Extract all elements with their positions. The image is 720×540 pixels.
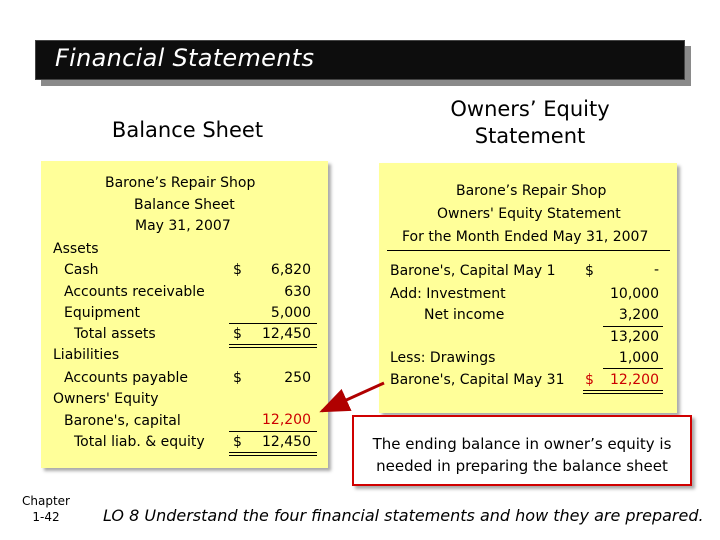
oe-drawings-rule xyxy=(603,368,663,369)
chapter-label xyxy=(16,494,76,525)
oe-cap-begin-dollar: $ xyxy=(585,263,594,279)
bs-statement-name: Balance Sheet xyxy=(134,197,235,213)
bs-liabilities-label: Liabilities xyxy=(53,347,120,363)
balance-sheet-heading: Balance Sheet xyxy=(111,118,264,142)
title-bar xyxy=(35,40,685,80)
bs-assets-subtotal-rule xyxy=(229,323,317,324)
bs-assets-label: Assets xyxy=(53,241,99,257)
bs-equipment-label: Equipment xyxy=(64,305,140,321)
bs-liab-subtotal-rule xyxy=(229,431,317,432)
oe-company: Barone’s Repair Shop xyxy=(456,183,607,199)
bs-ar-value: 630 xyxy=(284,284,311,300)
arrow-line xyxy=(322,383,384,411)
oe-cap-end-value: 12,200 xyxy=(610,372,659,388)
slide-title: Financial Statements xyxy=(55,44,315,72)
callout-line2: needed in preparing the balance sheet xyxy=(376,457,668,475)
oe-net-income-value: 3,200 xyxy=(618,307,659,323)
bs-equipment-value: 5,000 xyxy=(270,305,311,321)
owners-equity-heading xyxy=(390,96,670,151)
bs-cash-value: 6,820 xyxy=(270,262,311,278)
bs-date: May 31, 2007 xyxy=(135,218,231,234)
chapter-text: Chapter xyxy=(22,494,70,508)
oe-cap-begin-label: Barone's, Capital May 1 xyxy=(390,263,556,279)
bs-company: Barone’s Repair Shop xyxy=(105,175,256,191)
bs-ap-label: Accounts payable xyxy=(64,370,188,386)
page-number: 1-42 xyxy=(32,509,60,524)
bs-cash-label: Cash xyxy=(64,262,99,278)
owners-equity-panel xyxy=(379,163,677,413)
callout-line1: The ending balance in owner’s equity is xyxy=(372,435,672,453)
bs-capital-value: 12,200 xyxy=(262,412,311,428)
bs-total-assets-double-rule xyxy=(229,344,317,348)
oe-investment-value: 10,000 xyxy=(610,286,659,302)
bs-total-assets-label: Total assets xyxy=(74,326,156,342)
oe-cap-end-double-rule xyxy=(583,390,663,394)
oe-cap-begin-value: - xyxy=(653,262,659,278)
bs-ap-value: 250 xyxy=(284,370,311,386)
oe-cap-end-label: Barone's, Capital May 31 xyxy=(390,372,565,388)
balance-sheet-panel xyxy=(41,161,328,468)
owners-equity-heading-line2: Statement xyxy=(474,124,586,149)
bs-capital-label: Barone's, capital xyxy=(64,413,181,429)
oe-drawings-label: Less: Drawings xyxy=(390,350,496,366)
bs-total-assets-value: 12,450 xyxy=(262,326,311,342)
oe-subtotal-rule xyxy=(603,326,663,327)
bs-total-le-double-rule xyxy=(229,452,317,456)
bs-owners-equity-label: Owners' Equity xyxy=(53,391,159,407)
oe-cap-end-dollar: $ xyxy=(585,372,594,388)
oe-statement-name: Owners' Equity Statement xyxy=(437,206,621,222)
bs-ar-label: Accounts receivable xyxy=(64,284,205,300)
bs-cash-dollar: $ xyxy=(233,262,242,278)
bs-total-le-dollar: $ xyxy=(233,434,242,450)
oe-add-label: Add: Investment xyxy=(390,286,506,302)
oe-drawings-value: 1,000 xyxy=(618,350,659,366)
oe-subtotal-value: 13,200 xyxy=(610,329,659,345)
bs-ap-dollar: $ xyxy=(233,370,242,386)
oe-header-rule xyxy=(387,250,670,251)
oe-net-income-label: Net income xyxy=(424,307,505,323)
owners-equity-heading-line1: Owners’ Equity xyxy=(450,97,610,121)
learning-objective: LO 8 Understand the four financial statements and how they are prepared. xyxy=(103,506,704,525)
bs-total-le-label: Total liab. & equity xyxy=(74,434,205,450)
bs-total-le-value: 12,450 xyxy=(262,434,311,450)
bs-total-assets-dollar: $ xyxy=(233,326,242,342)
callout-box xyxy=(352,415,692,486)
oe-period: For the Month Ended May 31, 2007 xyxy=(402,229,649,245)
